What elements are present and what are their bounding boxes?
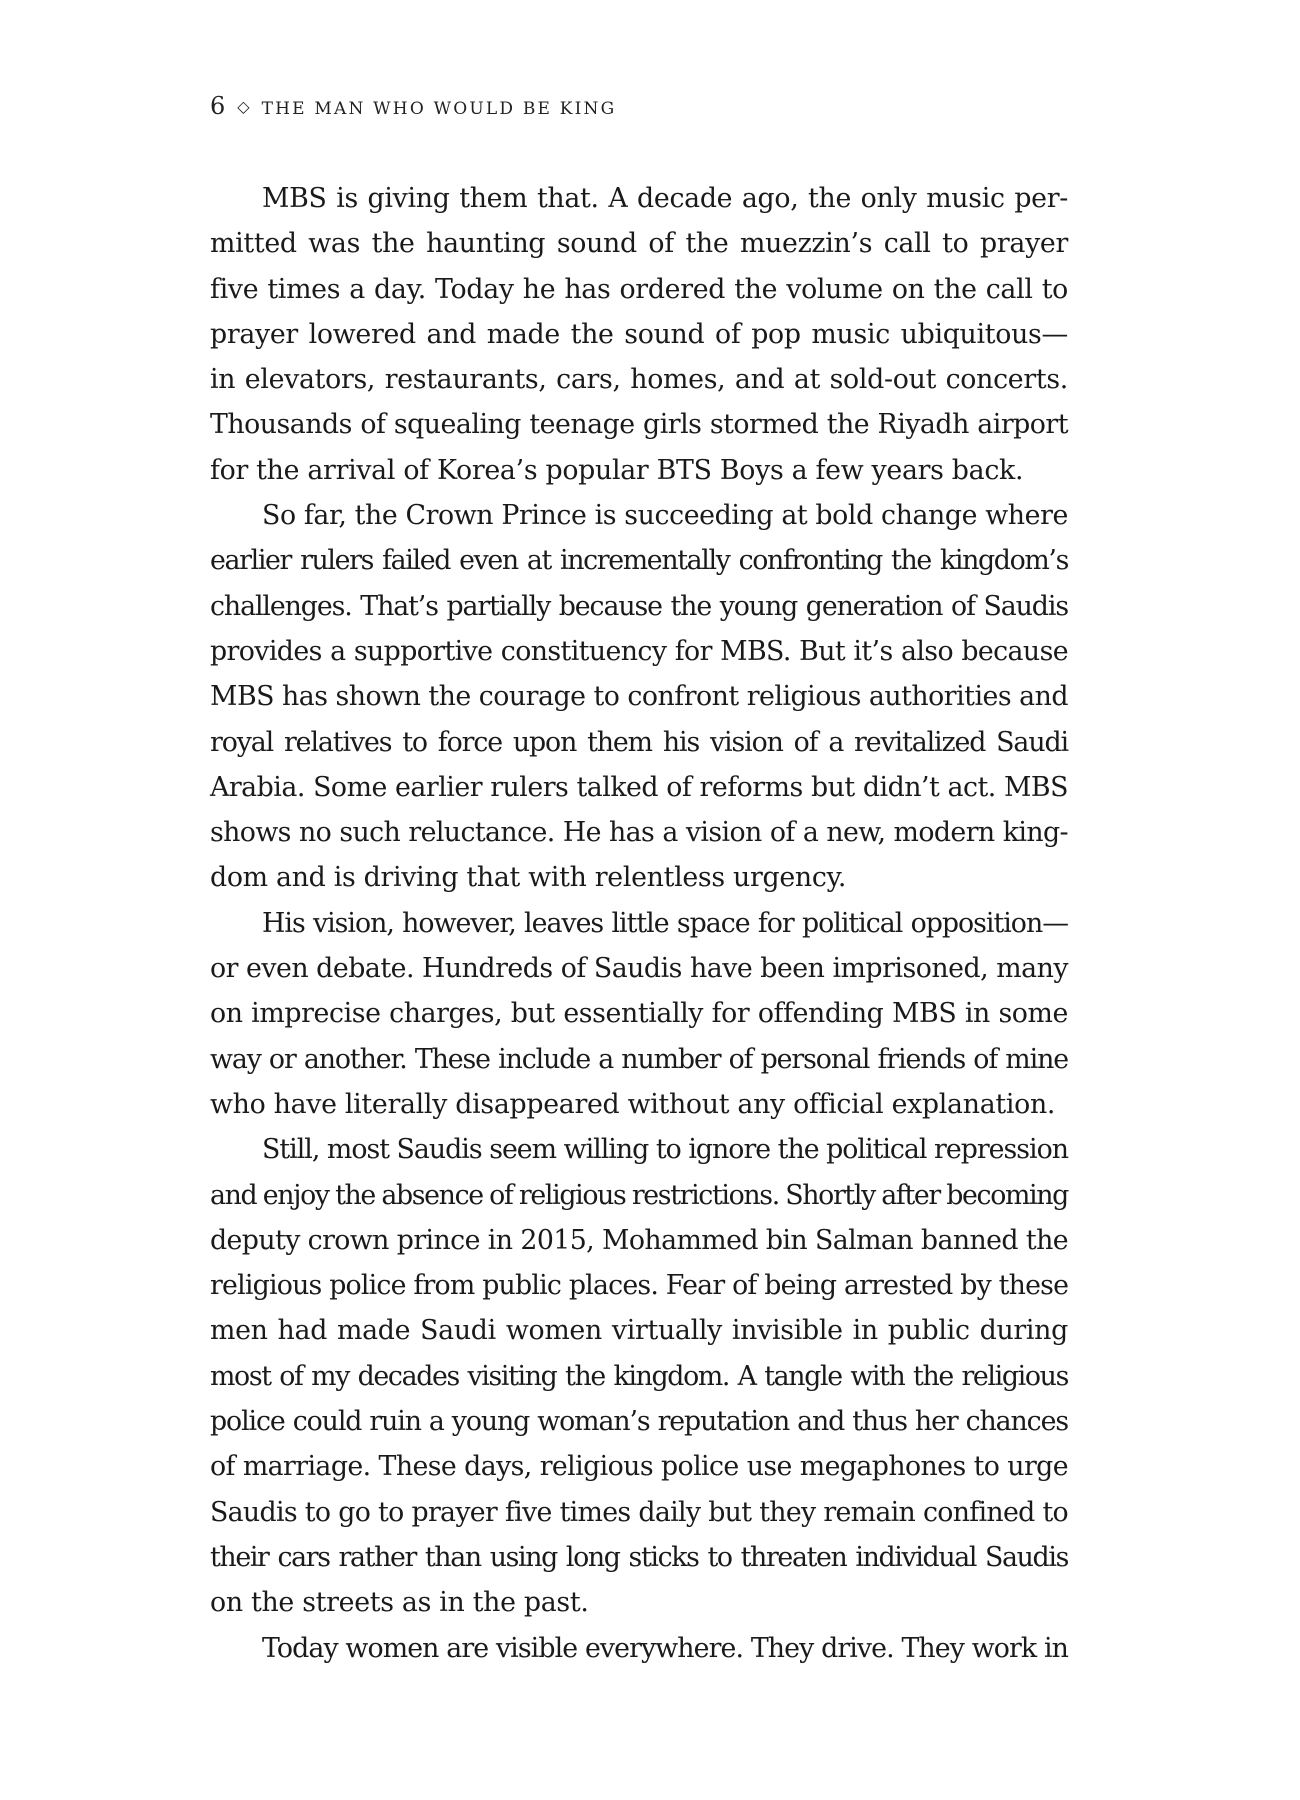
text-line: shows no such reluctance. He has a vision of a new, modern king-: [210, 817, 1068, 849]
text-line: MBS is giving them that. A decade ago, the only music per-: [262, 183, 1068, 214]
text-line: and enjoy the absence of religious restrictions. Shortly after becoming: [210, 1179, 1068, 1211]
text-line: Today women are visible everywhere. They drive. They work in: [262, 1632, 1068, 1664]
text-line: or even debate. Hundreds of Saudis have been imprisoned, many: [210, 953, 1068, 985]
text-line: their cars rather than using long sticks to threaten individual Saudis: [210, 1541, 1068, 1573]
text-line: mitted was the haunting sound of the muezzin’s call to prayer: [210, 228, 1068, 260]
text-line: Arabia. Some earlier rulers talked of reforms but didn’t act. MBS: [210, 771, 1068, 803]
text-line: of marriage. These days, religious police use megaphones to urge: [210, 1451, 1068, 1483]
paragraph-2: [210, 493, 1068, 901]
text-line: challenges. That’s partially because the young generation of Saudis: [210, 590, 1068, 622]
diamond-separator-icon: ◇: [237, 97, 250, 116]
text-line: Still, most Saudis seem willing to ignore the political repression: [262, 1134, 1068, 1166]
paragraph-4: [210, 1127, 1068, 1625]
text-line: His vision, however, leaves little space for political opposition—: [262, 907, 1068, 939]
paragraph-3: [210, 901, 1068, 1127]
text-line: most of my decades visiting the kingdom. A tangle with the religious: [210, 1360, 1068, 1392]
text-line: deputy crown prince in 2015, Mohammed bin Salman banned the: [210, 1224, 1068, 1256]
text-line: provides a supportive constituency for MBS. But it’s also because: [210, 635, 1068, 667]
paragraph-5: [210, 1626, 1068, 1671]
paragraph-1: [210, 176, 1068, 493]
text-line: police could ruin a young woman’s reputation and thus her chances: [210, 1406, 1068, 1438]
text-line: royal relatives to force upon them his vision of a revitalized Saudi: [210, 726, 1068, 758]
text-line: So far, the Crown Prince is succeeding at bold change where: [262, 500, 1068, 532]
text-line: on the streets as in the past.: [210, 1587, 589, 1619]
running-title: THE MAN WHO WOULD BE KING: [261, 99, 617, 119]
text-line: Saudis to go to prayer five times daily but they remain confined to: [210, 1496, 1068, 1528]
text-line: prayer lowered and made the sound of pop music ubiquitous—: [210, 318, 1068, 350]
text-line: religious police from public places. Fear of being arrested by these: [210, 1270, 1069, 1302]
text-line: five times a day. Today he has ordered the volume on the call to: [210, 273, 1068, 305]
body-text: [210, 176, 1068, 1671]
text-line: MBS has shown the courage to confront religious authorities and: [210, 681, 1069, 713]
text-line: dom and is driving that with relentless urgency.: [210, 862, 847, 894]
page-number: 6: [210, 92, 226, 120]
text-line: way or another. These include a number of personal friends of mine: [210, 1043, 1068, 1075]
text-line: men had made Saudi women virtually invisible in public during: [210, 1315, 1068, 1347]
running-head: [210, 92, 616, 120]
text-line: on imprecise charges, but essentially for offending MBS in some: [210, 998, 1068, 1030]
text-line: for the arrival of Korea’s popular BTS Boys a few years back.: [210, 454, 1024, 486]
text-line: who have literally disappeared without any official explanation.: [210, 1088, 1056, 1120]
text-line: Thousands of squealing teenage girls stormed the Riyadh airport: [210, 409, 1068, 441]
text-line: in elevators, restaurants, cars, homes, and at sold-out concerts.: [210, 364, 1068, 396]
text-line: earlier rulers failed even at incrementally confronting the kingdom’s: [210, 545, 1068, 577]
